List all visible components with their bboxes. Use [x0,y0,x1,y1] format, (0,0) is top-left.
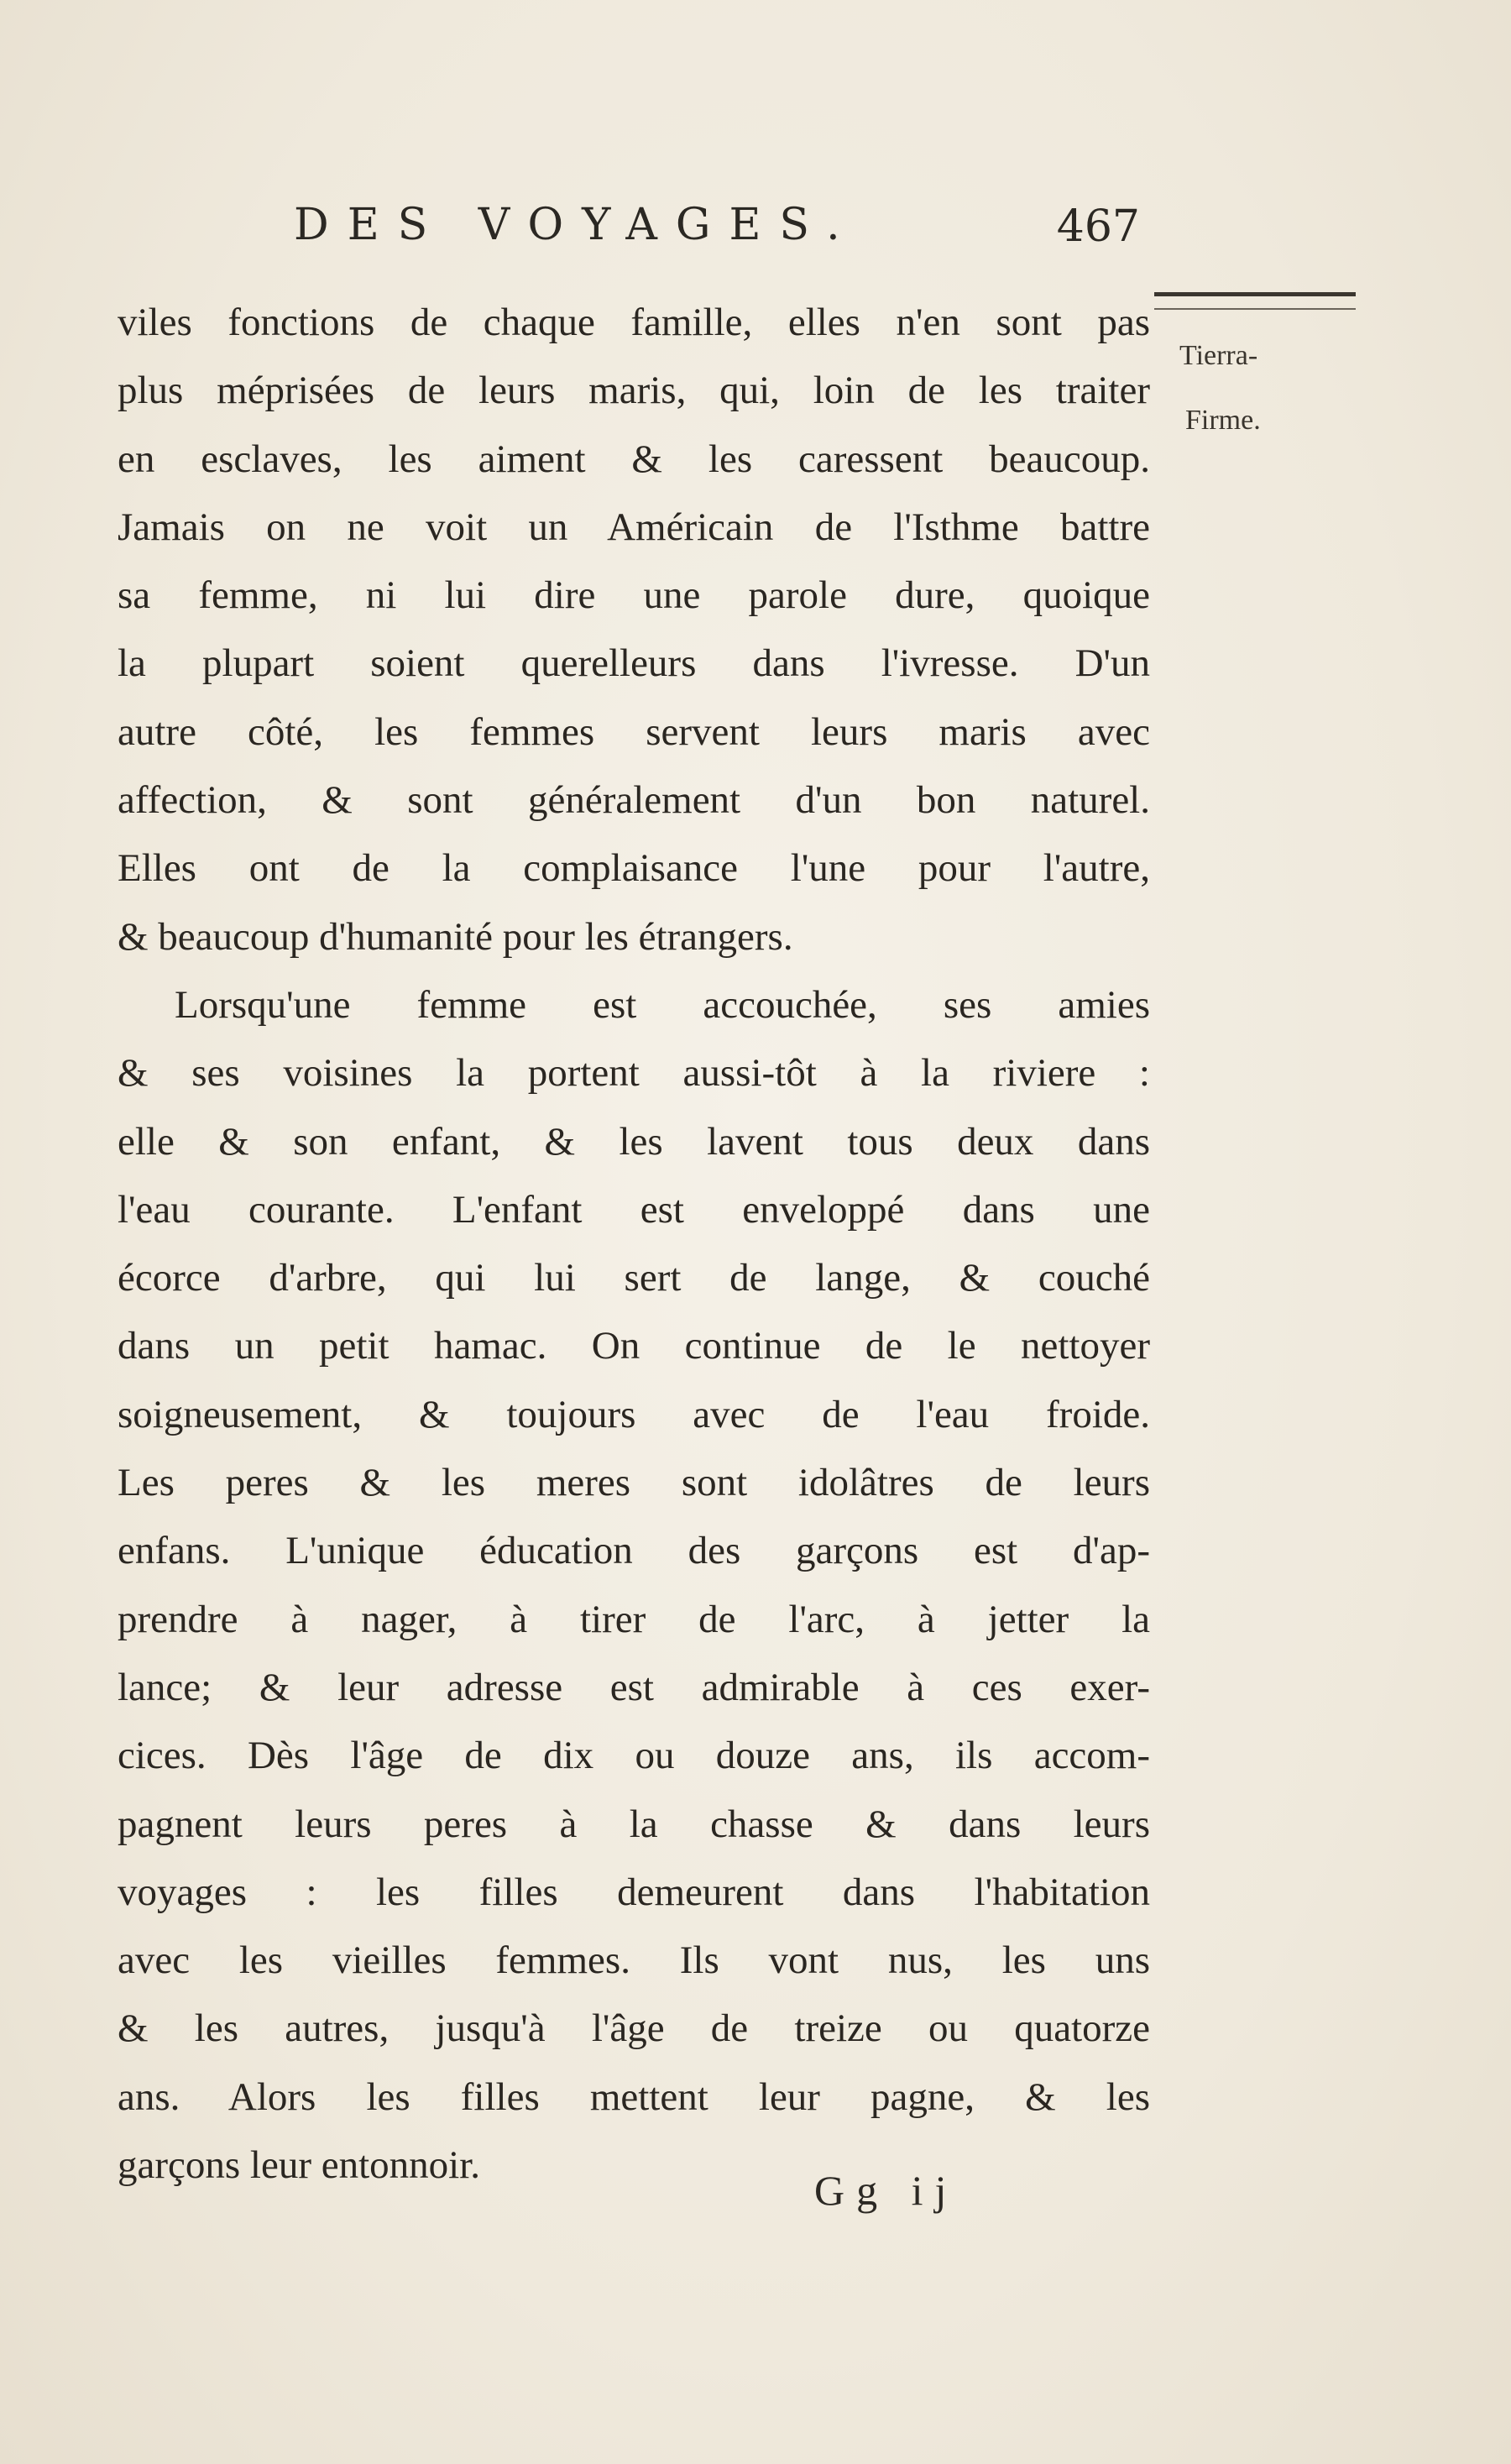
text-line: viles fonctions de chaque famille, elles n'en sont pas [118,301,1150,344]
page-number: 467 [1056,201,1140,252]
text-line: en esclaves, les aiment & les caressent beaucoup. [118,437,1150,481]
margin-rule [1154,292,1356,310]
text-line: & les autres, jusqu'à l'âge de treize ou quatorze [118,2006,1150,2051]
text-line: sa femme, ni lui dire une parole dure, quoique [118,573,1150,618]
text-line: voyages : les filles demeurent dans l'habitation [118,1870,1150,1914]
text-line: Elles ont de la complaisance l'une pour l'autre, [118,846,1150,891]
text-line: autre côté, les femmes servent leurs maris avec [118,709,1150,754]
text-line: Jamais on ne voit un Américain de l'Isthme battre [118,505,1150,549]
text-line: avec les vieilles femmes. Ils vont nus, les uns [118,1938,1150,1983]
text-line: dans un petit hamac. On continue de le nettoyer [118,1324,1150,1368]
text-line: enfans. L'unique éducation des garçons est d'ap- [118,1529,1150,1573]
text-line: & ses voisines la portent aussi-tôt à la riviere : [118,1051,1150,1096]
text-line: soigneusement, & toujours avec de l'eau froide. [118,1392,1150,1436]
page-header [285,200,1150,267]
text-line: elle & son enfant, & les lavent tous deux dans [118,1119,1150,1164]
text-line: & beaucoup d'humanité pour les étrangers. [118,914,793,959]
text-line: lance; & leur adresse est admirable à ces exer- [118,1665,1150,1709]
text-line: garçons leur entonnoir. [118,2143,481,2188]
signature-mark: Gg ij [814,2167,959,2214]
text-line: prendre à nager, à tirer de l'arc, à jetter la [118,1597,1150,1641]
running-title: DES VOYAGES. [294,200,859,250]
body-text [118,289,1150,2200]
text-line: la plupart soient querelleurs dans l'ivresse. D'un [118,641,1150,686]
text-line: l'eau courante. L'enfant est enveloppé dans une [118,1187,1150,1232]
text-line: Lorsqu'une femme est accouchée, ses amies [175,982,1150,1027]
text-line: écorce d'arbre, qui lui sert de lange, & couché [118,1256,1150,1300]
margin-note: Firme. [1185,405,1261,436]
text-line: ans. Alors les filles mettent leur pagne, & les [118,2074,1150,2119]
text-line: Les peres & les meres sont idolâtres de leurs [118,1461,1150,1505]
text-line: pagnent leurs peres à la chasse & dans leurs [118,1802,1150,1846]
margin-note: Tierra- [1179,340,1258,371]
text-line: affection, & sont généralement d'un bon naturel. [118,778,1150,823]
text-line: cices. Dès l'âge de dix ou douze ans, ils accom- [118,1734,1150,1778]
text-line: plus méprisées de leurs maris, qui, loin de les traiter [118,369,1150,413]
